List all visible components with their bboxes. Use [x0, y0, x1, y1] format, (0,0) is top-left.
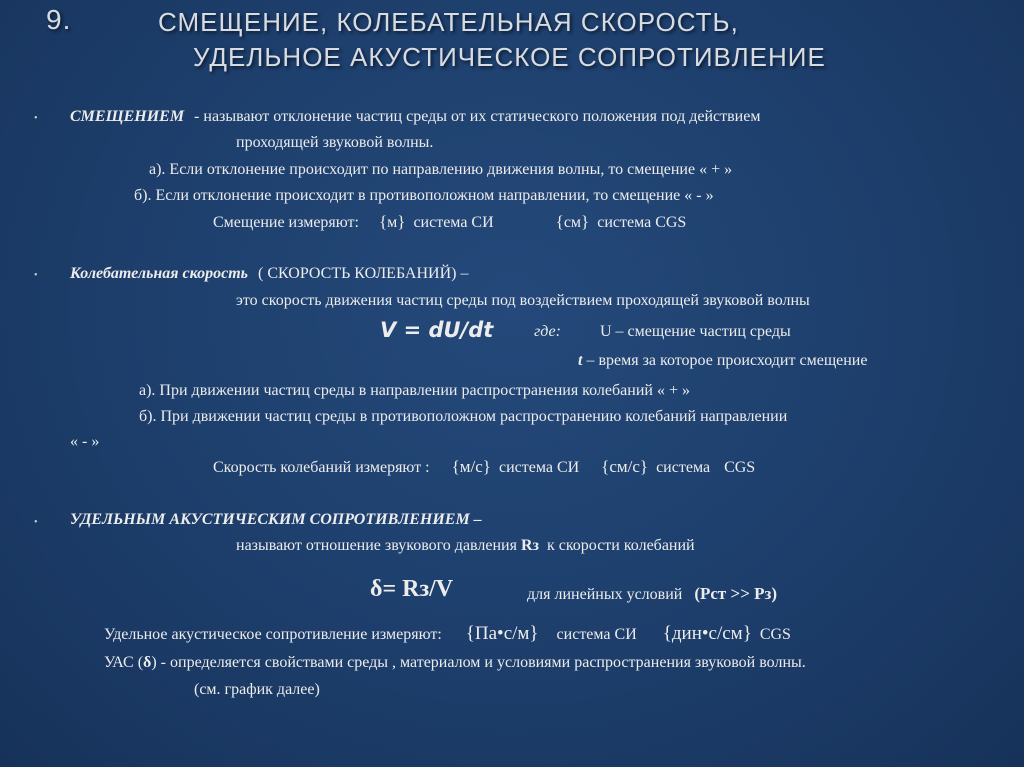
impedance-formula: δ= Rз/V: [370, 576, 454, 602]
velocity-term: Колебательная скорость: [70, 265, 248, 282]
velocity-case-b-cont: « - »: [70, 433, 100, 450]
displacement-definition-cont: проходящей звуковой волны.: [236, 134, 434, 151]
displacement-definition: СМЕЩЕНИЕМ - называют отклонение частиц среды от их статического положения под действием: [70, 108, 761, 125]
bullet-2: •: [34, 270, 38, 281]
slide-title-line2: УДЕЛЬНОЕ АКУСТИЧЕСКОЕ СОПРОТИВЛЕНИЕ: [193, 42, 826, 72]
velocity-heading: Колебательная скорость ( СКОРОСТЬ КОЛЕБАНИЙ) –: [70, 265, 469, 282]
uac-description: УАС (δ) - определяется свойствами среды , материалом и условиями распространения звуковой волны.: [104, 654, 806, 671]
displacement-units: Смещение измеряют: {м} система СИ {см} система CGS: [213, 212, 687, 231]
bullet-3: •: [34, 517, 38, 528]
velocity-units: Скорость колебаний измеряют : {м/с} система СИ {см/с} система CGS: [213, 457, 756, 476]
formula-where: где:: [534, 323, 561, 340]
displacement-case-b: б). Если отклонение происходит в противоположном направлении, то смещение « - »: [134, 187, 714, 204]
velocity-case-b: б). При движении частиц среды в противоположном распространению колебаний направлении: [139, 408, 788, 425]
t-definition: t – время за которое происходит смещение: [578, 352, 868, 369]
velocity-formula: V = dU/dt: [380, 318, 494, 342]
displacement-case-a: а). Если отклонение происходит по направлению движения волны, то смещение « + »: [149, 161, 733, 178]
slide-number: 9.: [46, 4, 72, 35]
linear-conditions: для линейных условий (Рст >> Рз): [527, 584, 778, 603]
impedance-term: УДЕЛЬНЫМ АКУСТИЧЕСКИМ СОПРОТИВЛЕНИЕМ –: [70, 511, 482, 528]
impedance-definition: называют отношение звукового давления Rз к скорости колебаний: [236, 537, 695, 554]
velocity-definition: это скорость движения частиц среды под воздействием проходящей звуковой волны: [236, 292, 810, 309]
velocity-case-a: а). При движении частиц среды в направлении распространения колебаний « + »: [139, 382, 690, 399]
chart-reference-note: (см. график далее): [194, 681, 320, 698]
impedance-units: Удельное акустическое сопротивление измеряют: {Па•с/м} система СИ {дин•с/см} CGS: [104, 623, 791, 644]
displacement-term: СМЕЩЕНИЕМ: [70, 108, 185, 125]
bullet-1: •: [34, 113, 38, 124]
u-definition: U – смещение частиц среды: [600, 323, 791, 340]
slide-title-line1: СМЕЩЕНИЕ, КОЛЕБАТЕЛЬНАЯ СКОРОСТЬ,: [158, 7, 739, 37]
